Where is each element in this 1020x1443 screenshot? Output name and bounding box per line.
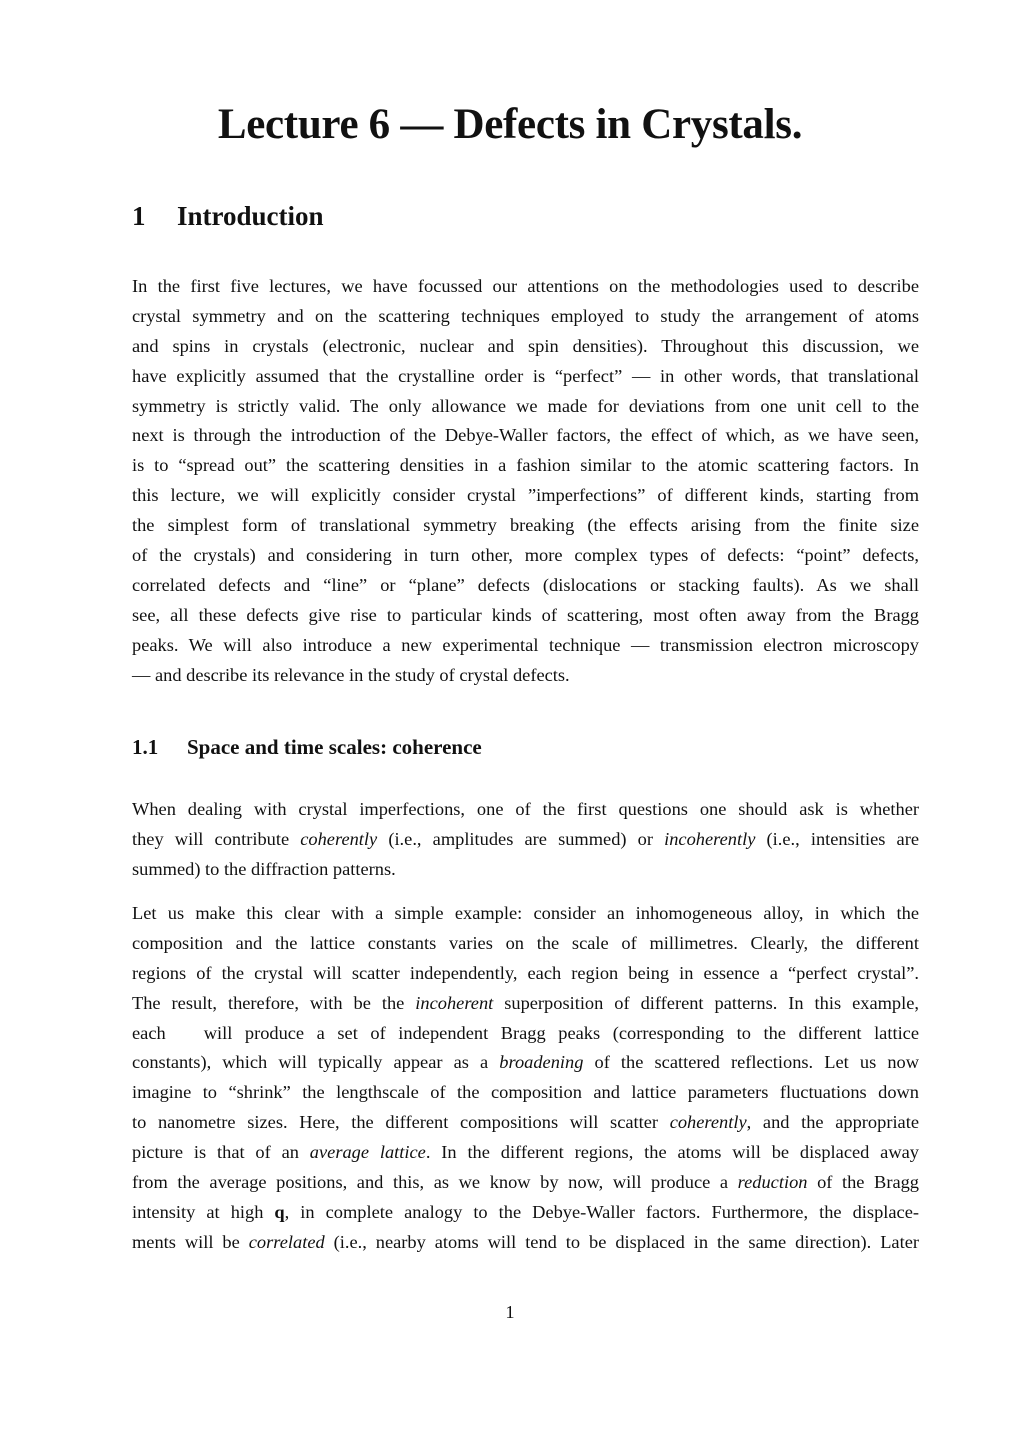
text-line: see, all these defects give rise to particular kinds of scattering, most often away from the Bragg [132,604,919,625]
text-run: each [132,1022,166,1043]
text-line: this lecture, we will explicitly consider crystal ”imperfections” of different kinds, starting from [132,485,919,506]
text-line [132,1228,919,1258]
text-run: The result, therefore, with be the [132,992,416,1013]
text-line: — and describe its relevance in the study of crystal defects. [132,664,570,685]
text-line: of the crystals) and considering in turn other, more complex types of defects: “point” defects, [132,545,919,566]
intro-paragraph [132,272,919,690]
text-line: correlated defects and “line” or “plane” defects (dislocations or stacking faults). As we shall [132,574,919,595]
text-run: picture is that of an [132,1142,310,1163]
text-run: of the Bragg [807,1172,920,1193]
coherence-paragraph-2 [132,899,919,1258]
text-line: summed) to the diffraction patterns. [132,858,396,879]
text-line [132,1198,919,1228]
text-line: Let us make this clear with a simple example: consider an inhomogeneous alloy, in which the [132,903,919,923]
text-line [132,989,919,1019]
text-line: imagine to “shrink” the lengthscale of the composition and lattice parameters fluctuations down [132,1082,919,1103]
text-line: composition and the lattice constants varies on the scale of millimetres. Clearly, the different [132,932,919,953]
text-run: of the scattered reflections. Let us now [583,1052,919,1073]
vector-q: q [274,1201,285,1222]
document-title: Lecture 6 — Defects in Crystals. [217,101,803,148]
text-run: (i.e., intensities are [755,828,920,849]
text-line: have explicitly assumed that the crystalline order is “perfect” — in other words, that translational [132,365,919,386]
text-line: peaks. We will also introduce a new experimental technique — transmission electron microscopy [132,634,919,655]
text-run: superposition of different patterns. In this example, [493,992,919,1013]
page-number: 1 [505,1302,515,1322]
text-run: constants), which will typically appear as a [132,1052,500,1073]
emphasis-correlated: correlated [248,1231,325,1252]
text-run: from the average positions, and this, as we know by now, will produce a [132,1172,738,1193]
text-line: next is through the introduction of the Debye-Waller factors, the effect of which, as we have seen, [132,425,919,446]
text-line: symmetry is strictly valid. The only allowance we made for deviations from one unit cell to the [132,395,919,416]
text-line: regions of the crystal will scatter independently, each region being in essence a “perfect crystal”. [132,962,919,983]
text-run: they will contribute [132,828,301,849]
text-run: to nanometre sizes. Here, the different compositions will scatter [132,1112,670,1133]
text-line [132,825,919,855]
subsection-number: 1.1 [132,735,159,759]
emphasis-broadening: broadening [499,1052,584,1073]
text-line [132,1108,919,1138]
text-line [132,1048,919,1078]
text-line [132,1138,919,1168]
text-line: and spins in crystals (electronic, nuclear and spin densities). Throughout this discussion, we [132,335,919,356]
text-line: is to “spread out” the scattering densities in a fashion similar to the atomic scattering factors. In [132,455,919,476]
text-run: (i.e., amplitudes are summed) or [377,828,665,849]
emphasis-coherently: coherently [300,828,378,849]
section-number: 1 [132,201,146,231]
text-run: intensity at high [132,1201,275,1222]
section-heading-introduction [132,201,324,232]
section-title: Introduction [177,201,324,231]
text-run: ments will be [132,1231,249,1252]
subsection-heading-coherence [132,735,482,760]
coherence-paragraph-1 [132,795,919,885]
text-line [132,1019,919,1049]
emphasis-average-lattice: average lattice [309,1142,426,1163]
emphasis-reduction: reduction [737,1172,808,1193]
text-run: (i.e., nearby atoms will tend to be displaced in the same direction). Later [324,1231,919,1252]
text-run: , and the appropriate [746,1112,919,1133]
text-line: When dealing with crystal imperfections, one of the first questions one should ask is whether [132,799,919,819]
text-line: the simplest form of translational symmetry breaking (the effects arising from the finite size [132,515,919,536]
text-run: will produce a set of independent Bragg peaks (corresponding to the different lattice [203,1022,919,1043]
text-line: In the first five lectures, we have focussed our attentions on the methodologies used to describe [132,276,919,296]
text-run: . In the different regions, the atoms will be displaced away [425,1142,919,1163]
text-line [132,1168,919,1198]
emphasis-coherently: coherently [669,1112,747,1133]
text-run: , in complete analogy to the Debye-Waller factors. Furthermore, the displace- [284,1201,919,1222]
emphasis-incoherent: incoherent [415,992,494,1013]
subsection-title: Space and time scales: coherence [187,735,482,759]
emphasis-incoherently: incoherently [664,828,756,849]
text-line: crystal symmetry and on the scattering techniques employed to study the arrangement of atoms [132,305,919,326]
